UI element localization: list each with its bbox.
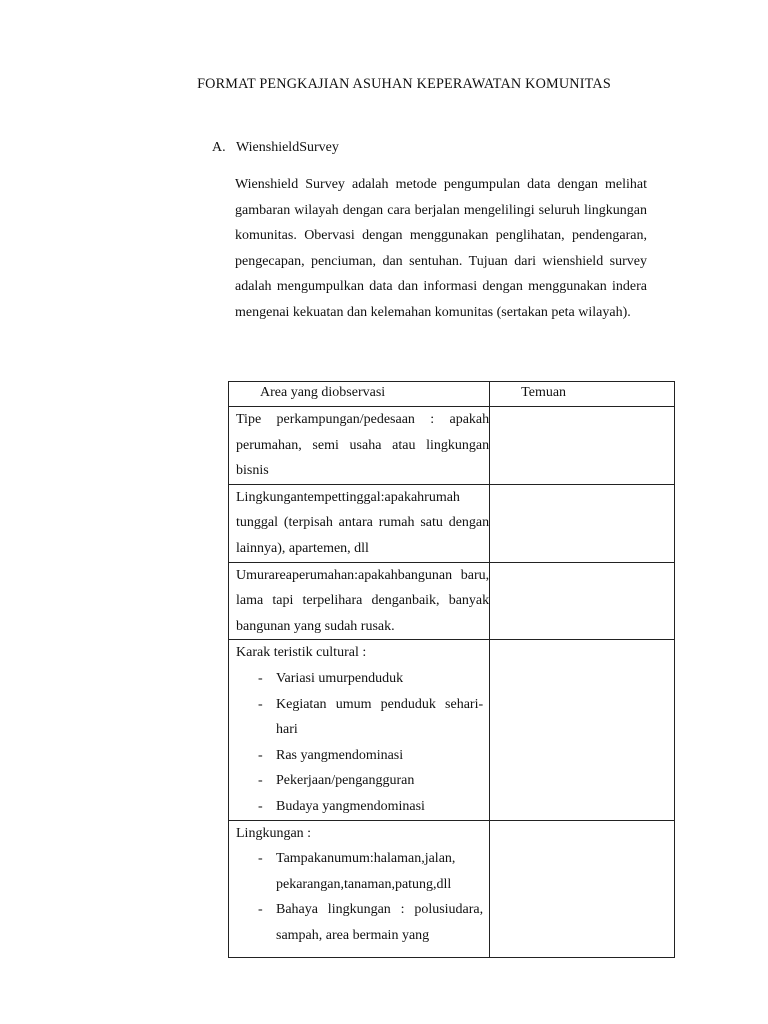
row-area: Umurareaperumahan:apakahbangunan baru, lama tapi terpelihara denganbaik, banyak bangunan yang sudah rusak. [229, 562, 490, 640]
row-temuan [490, 407, 675, 485]
list-item: - Kegiatan umum penduduk sehari-hari [236, 692, 489, 743]
row-area [229, 820, 490, 957]
list-item: - Variasi umurpenduduk [236, 666, 489, 692]
header-temuan: Temuan [490, 382, 675, 407]
row-area: Lingkungantempettinggal:apakahrumah tunggal (terpisah antara rumah satu dengan lainnya), apartemen, dll [229, 484, 490, 562]
row-temuan [490, 640, 675, 820]
page-title: FORMAT PENGKAJIAN ASUHAN KEPERAWATAN KOMUNITAS [197, 76, 611, 92]
bullet-list [236, 666, 489, 820]
section-paragraph: Wienshield Survey adalah metode pengumpulan data dengan melihat gambaran wilayah dengan cara berjalan mengelilingi seluruh lingkungan komunitas. Obervasi dengan menggunakan penglihatan, pendengaran, pengecapan, penciuman, dan sentuhan. Tujuan dari wienshield survey adalah mengumpulkan data dan informasi dengan menggunakan indera mengenai kekuatan dan kelemahan komunitas (sertakan peta wilayah). [235, 177, 647, 320]
row-area [229, 640, 490, 820]
header-area: Area yang diobservasi [229, 382, 490, 407]
list-item: - Tampakanumum:halaman,jalan, pekarangan,tanaman,patung,dll [236, 846, 489, 897]
bullet-list [236, 846, 489, 948]
table-row [229, 407, 675, 485]
table-row [229, 640, 675, 820]
table-row [229, 562, 675, 640]
row-temuan [490, 484, 675, 562]
list-item: - Budaya yangmendominasi [236, 794, 489, 820]
table-header-row [229, 382, 675, 407]
section-label: A. [212, 140, 226, 155]
table-row [229, 820, 675, 957]
row-area: Tipe perkampungan/pedesaan : apakah perumahan, semi usaha atau lingkungan bisnis [229, 407, 490, 485]
observation-table [228, 381, 675, 958]
row-temuan [490, 562, 675, 640]
table-row [229, 484, 675, 562]
list-item: - Ras yangmendominasi [236, 743, 489, 769]
row-heading: Karak teristik cultural : [236, 645, 367, 661]
list-item: - Bahaya lingkungan : polusiudara, sampah, area bermain yang [236, 897, 489, 948]
section-title: WienshieldSurvey [236, 140, 339, 155]
row-temuan [490, 820, 675, 957]
section-heading [212, 140, 339, 156]
row-heading: Lingkungan : [236, 825, 312, 841]
list-item: - Pekerjaan/pengangguran [236, 768, 489, 794]
